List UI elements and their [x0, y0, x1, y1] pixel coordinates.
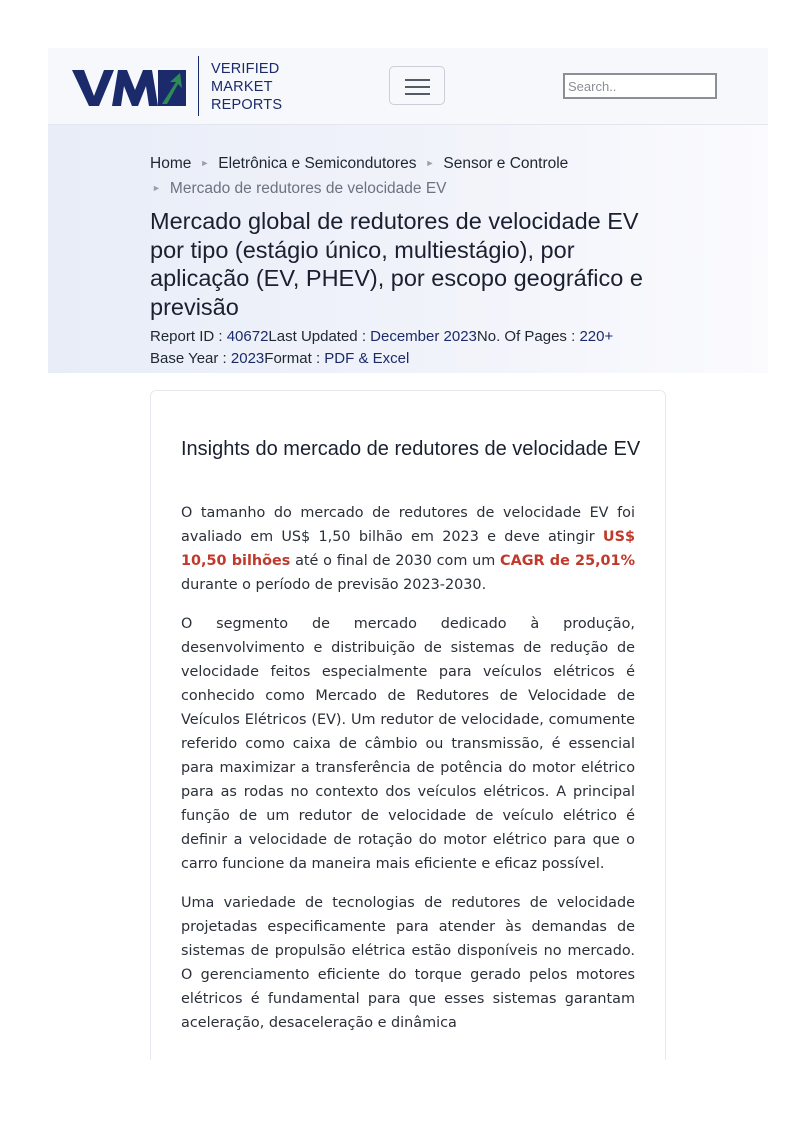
- chevron-right-icon: ►: [152, 183, 161, 193]
- breadcrumb-current: Mercado de redutores de velocidade EV: [169, 180, 447, 197]
- insights-body: [181, 501, 635, 1050]
- hamburger-icon: [405, 79, 430, 81]
- page-title: Mercado global de redutores de velocidade EV por tipo (estágio único, multiestágio), por aplicação (EV, PHEV), por escopo geográfico e previsão: [150, 208, 643, 320]
- paragraph-text: durante o período de previsão 2023-2030.: [181, 577, 487, 593]
- brand-name-line: MARKET: [211, 79, 273, 95]
- insights-paragraph: Uma variedade de tecnologias de redutores de velocidade projetadas especificamente para atender às demandas de sistemas de propulsão elétrica estão disponíveis no mercado. O gerenciamento eficiente do torque gerado pelos motores elétricos é fundamental para que esses sistemas garantam aceleração, desaceleração e dinâmica: [181, 895, 635, 1031]
- report-header: [48, 125, 768, 373]
- base-year-label: Base Year :: [150, 350, 231, 367]
- logo-divider: [198, 56, 199, 116]
- format-label: Format :: [264, 350, 325, 367]
- market-value-highlight: US$ 10,50 bilhões: [181, 529, 635, 569]
- last-updated-value: December 2023: [370, 328, 477, 345]
- report-meta: [150, 326, 690, 370]
- insights-card: [150, 390, 666, 1060]
- brand-name-line: VERIFIED: [211, 61, 280, 77]
- insights-paragraph: O segmento de mercado dedicado à produção, desenvolvimento e distribuição de sistemas de redução de velocidade feitos especialmente para veículos elétricos é conhecido como Mercado de Redutores de Velocidade de Veículos Elétricos (EV). Um redutor de velocidade, comumente referido como caixa de câmbio ou transmissão, é essencial para maximizar a transferência de potência do motor elétrico para as rodas no contexto dos veículos elétricos. A principal função de um redutor de velocidade de veículo elétrico é definir a velocidade de rotação do motor elétrico para que o carro funcione da maneira mais eficiente e eficaz possível.: [181, 616, 635, 872]
- insights-paragraph: [181, 501, 635, 597]
- pages-value: 220+: [579, 328, 614, 345]
- report-id-value: 40672: [226, 328, 269, 345]
- chevron-right-icon: ►: [200, 158, 210, 168]
- paragraph-text: O tamanho do mercado de redutores de velocidade EV foi avaliado em US$ 1,50 bilhão em 2023 e deve atingir: [181, 505, 635, 545]
- menu-toggle-button[interactable]: [389, 66, 445, 105]
- top-navbar: [48, 48, 768, 125]
- paragraph-text: até o final de 2030 com um: [290, 553, 501, 569]
- vmr-logo-mark: [72, 68, 186, 108]
- search-input[interactable]: [563, 73, 717, 99]
- last-updated-label: Last Updated :: [268, 328, 371, 345]
- insights-heading: Insights do mercado de redutores de velocidade EV: [181, 438, 641, 460]
- base-year-value: 2023: [230, 350, 265, 367]
- brand-name: [211, 60, 282, 114]
- format-value: PDF & Excel: [324, 350, 410, 367]
- pages-label: No. Of Pages :: [476, 328, 580, 345]
- hamburger-icon: [405, 93, 430, 95]
- brand-logo[interactable]: [72, 56, 282, 116]
- breadcrumb-home[interactable]: Home: [150, 155, 192, 172]
- cagr-highlight: CAGR de 25,01%: [500, 553, 635, 569]
- breadcrumb-sensor-control[interactable]: Sensor e Controle: [443, 155, 569, 172]
- brand-name-line: REPORTS: [211, 97, 283, 113]
- hamburger-icon: [405, 86, 430, 88]
- chevron-right-icon: ►: [425, 158, 435, 168]
- breadcrumb: [150, 151, 670, 201]
- report-id-label: Report ID :: [150, 328, 227, 345]
- breadcrumb-electronics[interactable]: Eletrônica e Semicondutores: [218, 155, 417, 172]
